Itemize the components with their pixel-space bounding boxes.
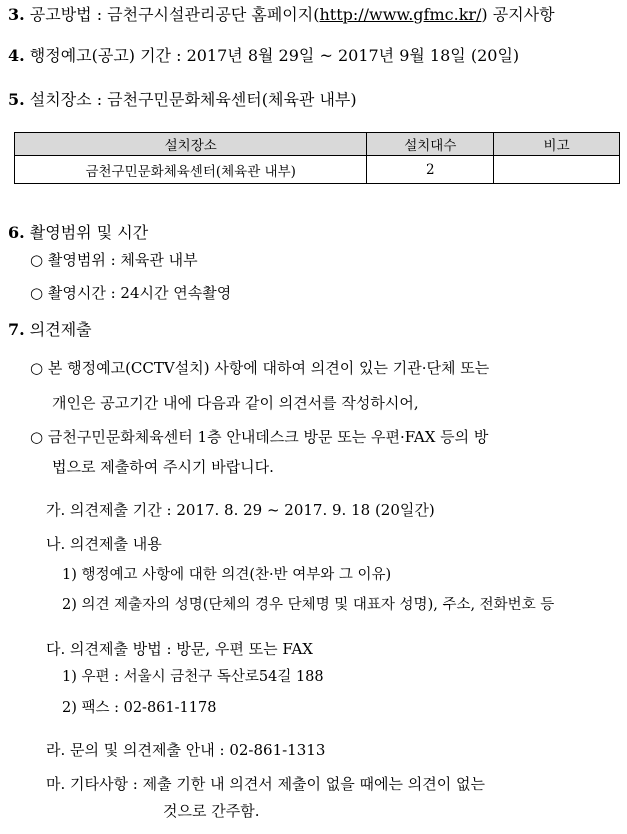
item-na-2: 2) 의견 제출자의 성명(단체의 경우 단체명 및 대표자 성명), 주소, 전화번호 등 [62,597,555,613]
homepage-link[interactable]: http://www.gfmc.kr/ [319,5,482,24]
item-da-1: 1) 우편 : 서울시 금천구 독산로54길 188 [62,669,324,685]
section-5-number: 5. [8,90,25,109]
section-3-tail: ) 공지사항 [481,5,555,24]
item-ma-cont: 것으로 간주함. [163,802,260,820]
section-7 [8,322,92,338]
installation-table [14,132,620,184]
section-6-item: ○ 촬영범위 : 체육관 내부 [30,251,198,269]
paragraph-1-line: ○ 본 행정예고(CCTV설치) 사항에 대하여 의견이 있는 기관·단체 또는 [30,359,490,377]
section-7-label: 의견제출 [29,320,92,339]
section-6-number: 6. [8,223,25,242]
table-cell-count: 2 [367,156,494,184]
section-5 [8,92,357,108]
section-3-label: 공고방법 : 금천구시설관리공단 홈페이지( [29,5,320,24]
item-na-1: 1) 행정예고 사항에 대한 의견(찬·반 여부와 그 이유) [62,567,392,583]
section-6 [8,225,148,241]
section-4 [8,48,519,64]
item-da-2: 2) 팩스 : 02-861-1178 [62,700,217,716]
item-ra: 라. 문의 및 의견제출 안내 : 02-861-1313 [46,741,326,759]
paragraph-2-line: ○ 금천구민문화체육센터 1층 안내데스크 방문 또는 우편·FAX 등의 방 [30,428,489,446]
table-cell-location: 금천구민문화체육센터(체육관 내부) [15,156,367,184]
item-da: 다. 의견제출 방법 : 방문, 우편 또는 FAX [46,640,313,658]
paragraph-2-line: 법으로 제출하여 주시기 바랍니다. [52,458,274,476]
table-row [15,156,620,184]
section-4-number: 4. [8,46,25,65]
table-cell-note [494,156,620,184]
section-7-number: 7. [8,320,25,339]
section-4-label: 행정예고(공고) 기간 : 2017년 8월 29일 ~ 2017년 9월 18일 (20일) [29,46,520,65]
table-header-count: 설치대수 [367,133,494,156]
section-3-number: 3. [8,5,25,24]
paragraph-1-line: 개인은 공고기간 내에 다음과 같이 의견서를 작성하시어, [52,394,419,412]
item-ma: 마. 기타사항 : 제출 기한 내 의견서 제출이 없을 때에는 의견이 없는 [46,775,486,793]
section-5-label: 설치장소 : 금천구민문화체육센터(체육관 내부) [29,90,357,109]
section-3 [8,7,555,23]
section-6-label: 촬영범위 및 시간 [29,223,149,242]
table-header-location: 설치장소 [15,133,367,156]
section-6-item: ○ 촬영시간 : 24시간 연속촬영 [30,284,232,302]
item-ga: 가. 의견제출 기간 : 2017. 8. 29 ~ 2017. 9. 18 (20일간) [46,501,435,519]
item-na: 나. 의견제출 내용 [46,535,162,553]
table-header-row [15,133,620,156]
table-header-note: 비고 [494,133,620,156]
